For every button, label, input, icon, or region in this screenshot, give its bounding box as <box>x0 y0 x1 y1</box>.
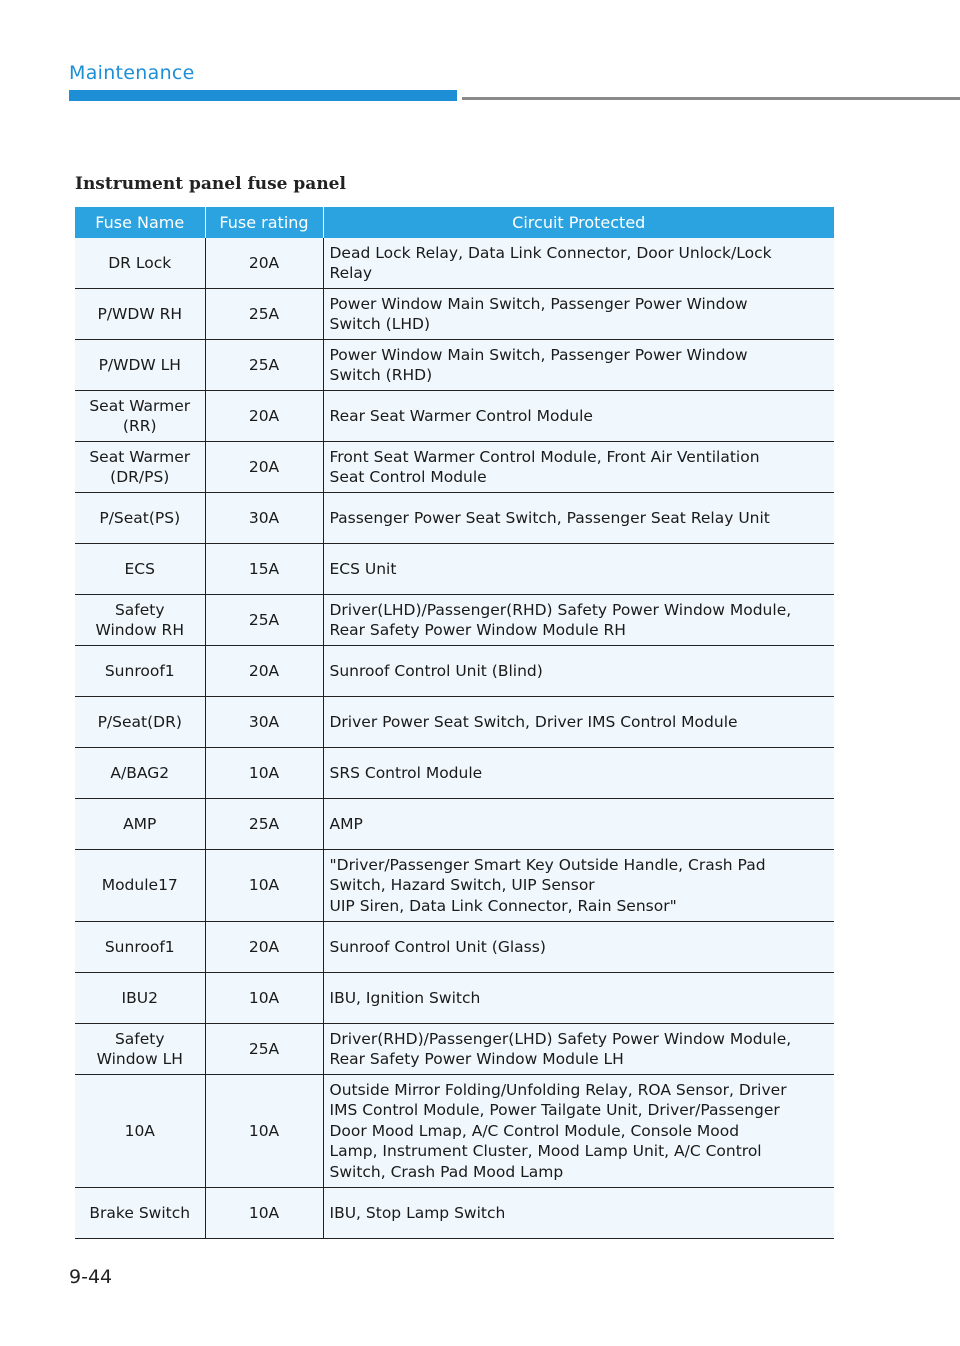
table-row <box>75 595 834 646</box>
circuit-cell: Sunroof Control Unit (Glass) <box>323 922 834 973</box>
circuit-cell: Sunroof Control Unit (Blind) <box>323 646 834 697</box>
fuse-name-cell: 10A <box>75 1075 205 1188</box>
fuse-rating-cell: 20A <box>205 238 323 289</box>
fuse-rating-cell: 20A <box>205 922 323 973</box>
fuse-name-cell: Brake Switch <box>75 1188 205 1239</box>
fuse-rating-cell: 30A <box>205 697 323 748</box>
column-header-fuse-rating: Fuse rating <box>205 207 323 238</box>
circuit-cell: SRS Control Module <box>323 748 834 799</box>
circuit-cell: "Driver/Passenger Smart Key Outside Handle, Crash Pad Switch, Hazard Switch, UIP Sensor UIP Siren, Data Link Connector, Rain Sensor" <box>323 850 834 922</box>
fuse-rating-cell: 25A <box>205 289 323 340</box>
table-heading: Instrument panel fuse panel <box>75 174 346 194</box>
circuit-cell: Driver(RHD)/Passenger(LHD) Safety Power Window Module, Rear Safety Power Window Module LH <box>323 1024 834 1075</box>
table-row <box>75 391 834 442</box>
section-title: Maintenance <box>69 62 195 84</box>
fuse-name-cell: P/WDW RH <box>75 289 205 340</box>
fuse-name-cell: AMP <box>75 799 205 850</box>
fuse-name-cell: P/Seat(PS) <box>75 493 205 544</box>
fuse-name-cell: Safety Window RH <box>75 595 205 646</box>
fuse-name-cell: Seat Warmer (DR/PS) <box>75 442 205 493</box>
table-row <box>75 1024 834 1075</box>
fuse-rating-cell: 30A <box>205 493 323 544</box>
table-row <box>75 238 834 289</box>
circuit-cell: ECS Unit <box>323 544 834 595</box>
fuse-name-cell: Module17 <box>75 850 205 922</box>
fuse-name-cell: Seat Warmer (RR) <box>75 391 205 442</box>
fuse-name-cell: IBU2 <box>75 973 205 1024</box>
table-row <box>75 850 834 922</box>
column-header-circuit-protected: Circuit Protected <box>323 207 834 238</box>
fuse-rating-cell: 25A <box>205 1024 323 1075</box>
fuse-name-cell: Sunroof1 <box>75 922 205 973</box>
table-row <box>75 1188 834 1239</box>
table-row <box>75 973 834 1024</box>
fuse-table <box>75 207 834 1239</box>
fuse-name-cell: ECS <box>75 544 205 595</box>
circuit-cell: Driver Power Seat Switch, Driver IMS Control Module <box>323 697 834 748</box>
table-row <box>75 544 834 595</box>
circuit-cell: Power Window Main Switch, Passenger Power Window Switch (RHD) <box>323 340 834 391</box>
fuse-rating-cell: 10A <box>205 850 323 922</box>
circuit-cell: IBU, Stop Lamp Switch <box>323 1188 834 1239</box>
circuit-cell: Outside Mirror Folding/Unfolding Relay, ROA Sensor, Driver IMS Control Module, Power Tailgate Unit, Driver/Passenger Door Mood Lmap, A/C Control Module, Console Mood Lamp, Instrument Cluster, Mood Lamp Unit, A/C Control Switch, Crash Pad Mood Lamp <box>323 1075 834 1188</box>
table-row <box>75 697 834 748</box>
header-rule-accent <box>69 90 457 101</box>
page-number: 9-44 <box>69 1266 113 1288</box>
table-row <box>75 1075 834 1188</box>
fuse-name-cell: A/BAG2 <box>75 748 205 799</box>
circuit-cell: IBU, Ignition Switch <box>323 973 834 1024</box>
table-row <box>75 799 834 850</box>
fuse-rating-cell: 20A <box>205 391 323 442</box>
circuit-cell: Rear Seat Warmer Control Module <box>323 391 834 442</box>
fuse-rating-cell: 15A <box>205 544 323 595</box>
table-row <box>75 442 834 493</box>
fuse-rating-cell: 25A <box>205 595 323 646</box>
fuse-rating-cell: 20A <box>205 442 323 493</box>
circuit-cell: Dead Lock Relay, Data Link Connector, Door Unlock/Lock Relay <box>323 238 834 289</box>
table-row <box>75 646 834 697</box>
circuit-cell: Front Seat Warmer Control Module, Front Air Ventilation Seat Control Module <box>323 442 834 493</box>
circuit-cell: Passenger Power Seat Switch, Passenger Seat Relay Unit <box>323 493 834 544</box>
header-rule-gray <box>462 97 960 100</box>
table-row <box>75 922 834 973</box>
fuse-rating-cell: 20A <box>205 646 323 697</box>
fuse-name-cell: P/Seat(DR) <box>75 697 205 748</box>
fuse-name-cell: DR Lock <box>75 238 205 289</box>
circuit-cell: Driver(LHD)/Passenger(RHD) Safety Power Window Module, Rear Safety Power Window Module RH <box>323 595 834 646</box>
fuse-rating-cell: 25A <box>205 799 323 850</box>
fuse-rating-cell: 10A <box>205 973 323 1024</box>
fuse-name-cell: P/WDW LH <box>75 340 205 391</box>
column-header-fuse-name: Fuse Name <box>75 207 205 238</box>
fuse-rating-cell: 25A <box>205 340 323 391</box>
circuit-cell: Power Window Main Switch, Passenger Power Window Switch (LHD) <box>323 289 834 340</box>
fuse-rating-cell: 10A <box>205 1188 323 1239</box>
fuse-name-cell: Sunroof1 <box>75 646 205 697</box>
fuse-name-cell: Safety Window LH <box>75 1024 205 1075</box>
table-header-row <box>75 207 834 238</box>
circuit-cell: AMP <box>323 799 834 850</box>
table-row <box>75 748 834 799</box>
fuse-rating-cell: 10A <box>205 1075 323 1188</box>
fuse-rating-cell: 10A <box>205 748 323 799</box>
table-row <box>75 289 834 340</box>
table-row <box>75 340 834 391</box>
table-row <box>75 493 834 544</box>
